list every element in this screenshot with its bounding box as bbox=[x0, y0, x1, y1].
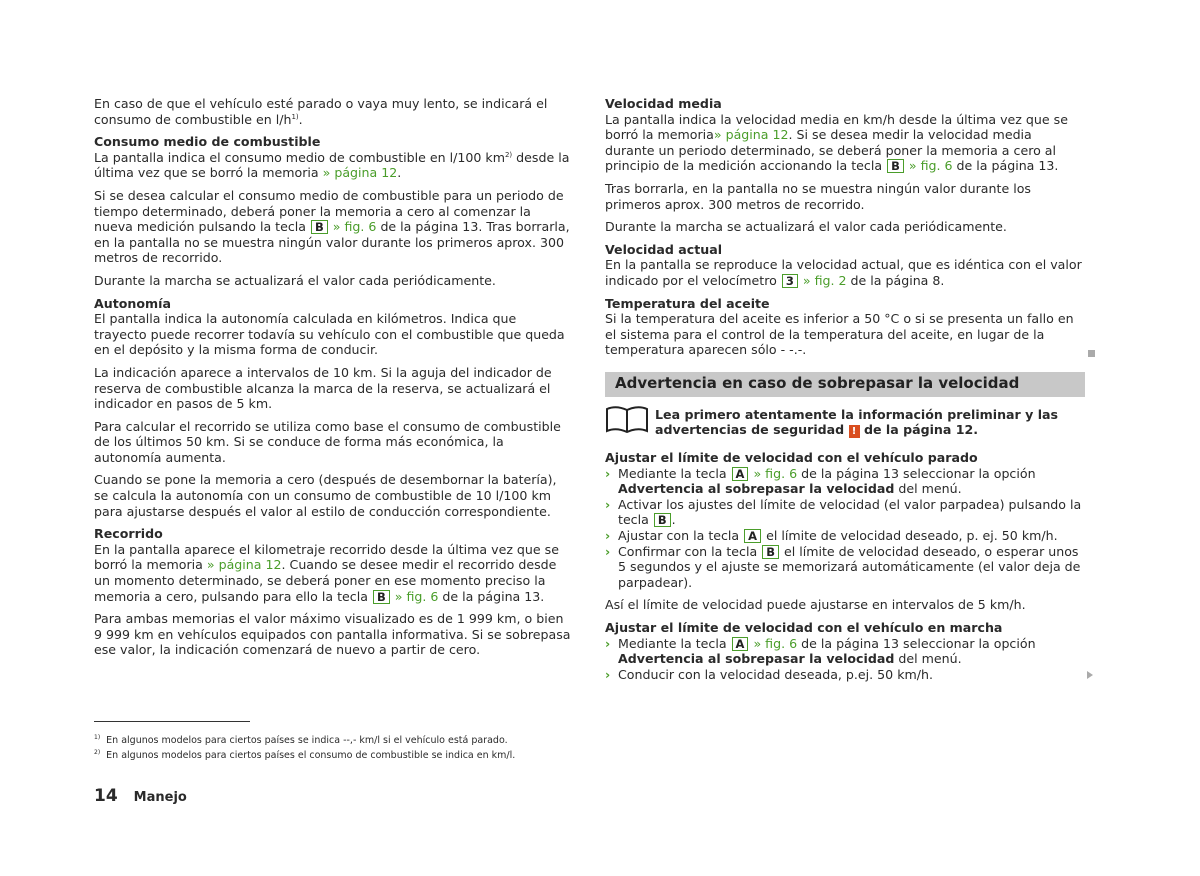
key-b-icon: B bbox=[887, 159, 904, 173]
chevron-right-icon: › bbox=[605, 635, 611, 651]
link-fig-2[interactable]: » fig. 2 bbox=[802, 272, 847, 288]
parado-steps bbox=[605, 466, 1085, 591]
section-title: Advertencia en caso de sobrepasar la velocidad bbox=[605, 372, 1085, 397]
marcha-steps bbox=[605, 636, 1085, 683]
velmedia-p2: Tras borrarla, en la pantalla no se muestra ningún valor durante los primeros aprox. 300 metros de recorrido. bbox=[605, 180, 1031, 212]
parado-heading: Ajustar el límite de velocidad con el vehículo parado bbox=[605, 450, 978, 466]
footnote-1: $^{1)}$ En algunos modelos para ciertos países se indica --,- km/l si el vehículo está parado. bbox=[94, 733, 508, 746]
triangle-next-icon bbox=[1087, 671, 1093, 679]
consumo-p2: Si se desea calcular el consumo medio de combustible para un periodo de tiempo determinado, deberá poner la memoria a cero al comenzar la nueva medición pulsando la tecla B » fig. 6 de la página 13. Tras borrarla, en la pantalla no se muestra ningún valor durante los primeros aprox. 300 metros de recorrido. bbox=[94, 187, 570, 266]
step-item: › Mediante la tecla A » fig. 6 de la página 13 seleccionar la opción Advertencia al sobrepasar la velocidad del menú. bbox=[605, 465, 1036, 497]
recorrido-p1: En la pantalla aparece el kilometraje recorrido desde la última vez que se borró la memoria » página 12. Cuando se desee medir el recorrido desde un momento determinado, se deberá poner en ese momento preciso la memoria a cero, pulsando para ello la tecla B » fig. 6 de la página 13. bbox=[94, 541, 559, 604]
step-item: › Confirmar con la tecla B el límite de velocidad deseado, o esperar unos 5 segundos y el ajuste se memorizará automáticamente (el valor deja de parpadear). bbox=[605, 543, 1081, 590]
warning-exclamation-icon: ! bbox=[849, 425, 860, 438]
footnote-2: $^{2)}$ En algunos modelos para ciertos países el consumo de combustible se indica en km/l. bbox=[94, 748, 516, 761]
autonomia-p2: La indicación aparece a intervalos de 10 km. Si la aguja del indicador de reserva de combustible alcanza la marca de la reserva, se actualizará el indicador en pasos de 5 km. bbox=[94, 364, 552, 412]
consumo-p3: Durante la marcha se actualizará el valor cada periódicamente. bbox=[94, 272, 496, 288]
chevron-right-icon: › bbox=[605, 528, 611, 544]
chevron-right-icon: › bbox=[605, 465, 611, 481]
step-item: › Activar los ajustes del límite de velocidad (el valor parpadea) pulsando la tecla B . bbox=[605, 496, 1082, 528]
consumo-heading: Consumo medio de combustible bbox=[94, 134, 321, 150]
key-b-icon: B bbox=[373, 590, 390, 604]
link-pagina-12[interactable]: » página 12 bbox=[206, 557, 282, 573]
key-b-icon: B bbox=[311, 220, 328, 234]
intro-paragraph: En caso de que el vehículo esté parado o vaya muy lento, se indicará el consumo de combustible en $l/h^{1)}$. bbox=[94, 96, 548, 127]
temp-heading: Temperatura del aceite bbox=[605, 295, 770, 311]
autonomia-p4: Cuando se pone la memoria a cero (después de desembornar la batería), se calcula la autonomía con un consumo de combustible de 10 l/100 km para ajustarse después el valor al estilo de conducción correspondiente. bbox=[94, 472, 557, 519]
key-b-icon: B bbox=[762, 545, 779, 559]
autonomia-p1: El pantalla indica la autonomía calculada en kilómetros. Indica que trayecto puede recorrer todavía su vehículo con el combustible que queda en el depósito y la misma forma de conducir. bbox=[94, 311, 565, 358]
link-fig-6[interactable]: » fig. 6 bbox=[753, 635, 798, 651]
velmedia-p3: Durante la marcha se actualizará el valor cada periódicamente. bbox=[605, 219, 1007, 235]
recorrido-heading: Recorrido bbox=[94, 526, 163, 542]
link-fig-6[interactable]: » fig. 6 bbox=[332, 219, 377, 235]
key-b-icon: B bbox=[654, 513, 671, 527]
link-fig-6[interactable]: » fig. 6 bbox=[394, 588, 439, 604]
recorrido-p2: Para ambas memorias el valor máximo visualizado es de 1 999 km, o bien 9 999 km en vehículos equipados con pantalla informativa. Si se sobrepasa ese valor, la indicación comenzará de nuevo a partir de cero. bbox=[94, 611, 571, 658]
temp-p1: Si la temperatura del aceite es inferior a 50 °C o si se presenta un fallo en el sistema para el control de la temperatura del aceite, en lugar de la temperatura aparecen sólo - -.-. bbox=[605, 311, 1074, 358]
velmedia-p1: La pantalla indica la velocidad media en km/h desde la última vez que se borró la memoria» página 12. Si se desea medir la velocidad media durante un periodo determinado, se deberá poner la memoria a cero al principio de la medición accionando la tecla B » fig. 6 de la página 13. bbox=[605, 111, 1068, 174]
link-pagina-12[interactable]: » página 12 bbox=[713, 127, 789, 143]
velactual-p1: En la pantalla se reproduce la velocidad actual, que es idéntica con el valor indicado por el velocímetro 3 » fig. 2 de la página 8. bbox=[605, 257, 1082, 288]
warning-block bbox=[605, 407, 1085, 439]
link-fig-6[interactable]: » fig. 6 bbox=[753, 465, 798, 481]
right-column bbox=[605, 96, 1085, 689]
step-item: › Ajustar con la tecla A el límite de velocidad deseado, p. ej. 50 km/h. bbox=[605, 528, 1058, 544]
step-item: › Conducir con la velocidad deseada, p.ej. 50 km/h. bbox=[605, 666, 933, 682]
step-item: › Mediante la tecla A » fig. 6 de la página 13 seleccionar la opción Advertencia al sobrepasar la velocidad del menú. bbox=[605, 635, 1036, 667]
square-end-icon bbox=[1088, 350, 1095, 357]
warning-text: Lea primero atentamente la información preliminar y las advertencias de seguridad ! de la página 12. bbox=[655, 406, 1059, 438]
book-icon bbox=[605, 405, 649, 437]
left-column bbox=[94, 96, 572, 665]
chevron-right-icon: › bbox=[605, 496, 611, 512]
page-footer bbox=[94, 786, 187, 806]
chevron-right-icon: › bbox=[605, 543, 611, 559]
link-pagina-12[interactable]: » página 12 bbox=[322, 165, 398, 181]
footnote-rule bbox=[94, 721, 250, 722]
autonomia-heading: Autonomía bbox=[94, 295, 171, 311]
parado-note: Así el límite de velocidad puede ajustarse en intervalos de 5 km/h. bbox=[605, 597, 1026, 613]
consumo-p1: La pantalla indica el consumo medio de combustible en l/100 $km^{2)}$ desde la última vez que se borró la memoria » página 12. bbox=[94, 149, 570, 181]
chevron-right-icon: › bbox=[605, 666, 611, 682]
autonomia-p3: Para calcular el recorrido se utiliza como base el consumo de combustible de los últimos 50 km. Si se conduce de forma más económica, la autonomía aumenta. bbox=[94, 418, 561, 465]
velmedia-heading: Velocidad media bbox=[605, 96, 722, 111]
link-fig-6[interactable]: » fig. 6 bbox=[908, 158, 953, 174]
page-section: Manejo bbox=[133, 790, 187, 805]
key-a-icon: A bbox=[744, 529, 761, 543]
key-a-icon: A bbox=[732, 467, 749, 481]
key-3-icon: 3 bbox=[782, 274, 798, 288]
velactual-heading: Velocidad actual bbox=[605, 241, 723, 257]
footnotes bbox=[94, 733, 515, 763]
marcha-heading: Ajustar el límite de velocidad con el vehículo en marcha bbox=[605, 620, 1003, 636]
page-number: 14 bbox=[94, 786, 118, 806]
key-a-icon: A bbox=[732, 637, 749, 651]
